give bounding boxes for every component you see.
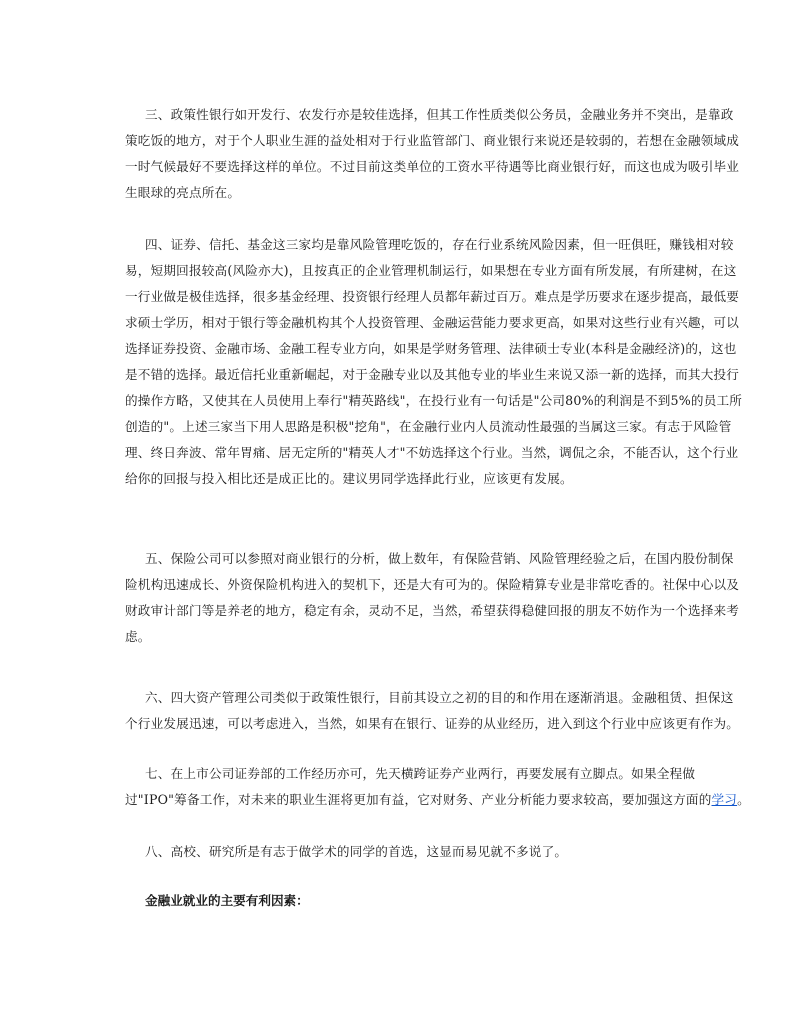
paragraph-line: 给你的回报与投入相比还是成正比的。建议男同学选择此行业，应该更有发展。 <box>125 471 573 486</box>
paragraph-line: 的操作方略，又使其在人员使用上奉行"精英路线"，在投行业有一句话是"公司80%的利润是不到5%的员工所 <box>125 393 743 408</box>
paragraph-line: 三、政策性银行如开发行、农发行亦是较佳选择，但其工作性质类似公务员，金融业务并不突出，是靠政 <box>145 107 734 122</box>
paragraph-policy-banks <box>125 102 740 206</box>
paragraph-line: 八、高校、研究所是有志于做学术的同学的首选，这显而易见就不多说了。 <box>145 844 568 859</box>
paragraph-listed-company-securities <box>125 761 750 813</box>
paragraph-line: 七、在上市公司证券部的工作经历亦可，先天横跨证券产业两行，再要发展有立脚点。如果全程做 <box>145 766 696 781</box>
paragraph-line: 四、证券、信托、基金这三家均是靠风险管理吃饭的，存在行业系统风险因素，但一旺俱旺，赚钱相对较 <box>145 237 734 252</box>
paragraph-insurance <box>125 546 740 650</box>
paragraph-universities-research <box>145 839 690 865</box>
paragraph-line: 易，短期回报较高(风险亦大)，且按真正的企业管理机制运行，如果想在专业方面有所发展，有所建树，在这 <box>125 263 737 278</box>
paragraph-line: 个行业发展迅速，可以考虑进入，当然，如果有在银行、证券的从业经历，进入到这个行业中应该更有作为。 <box>125 716 740 731</box>
paragraph-line: 生眼球的亮点所在。 <box>125 185 241 200</box>
section-heading: 金融业就业的主要有利因素： <box>145 893 309 908</box>
paragraph-line: 五、保险公司可以参照对商业银行的分析，做上数年，有保险营销、风险管理经验之后，在国内股份制保 <box>145 551 734 566</box>
paragraph-line-end: 。 <box>737 792 750 807</box>
paragraph-line: 一时气候最好不要选择这样的单位。不过目前这类单位的工资水平待遇等比商业银行好，而这也成为吸引毕业 <box>125 159 740 174</box>
paragraph-line: 策吃饭的地方，对于个人职业生涯的益处相对于行业监管部门、商业银行来说还是较弱的，若想在金融领域成 <box>125 133 740 148</box>
paragraph-line <box>125 787 750 813</box>
paragraph-line: 创造的"。上述三家当下用人思路是积极"挖角"，在金融行业内人员流动性最强的当属这三家。有志于风险管 <box>125 419 732 434</box>
paragraph-line: 一行业做是极佳选择，很多基金经理、投资银行经理人员都年薪过百万。难点是学历要求在逐步提高，最低要 <box>125 289 740 304</box>
paragraph-asset-management <box>125 685 740 737</box>
paragraph-securities-trust-funds <box>125 232 743 492</box>
paragraph-line: 求硕士学历，相对于银行等金融机构其个人投资管理、金融运营能力要求更高，如果对这些行业有兴趣，可以 <box>125 315 740 330</box>
paragraph-line: 是不错的选择。最近信托业重新崛起，对于金融专业以及其他专业的毕业生来说又添一新的选择，而其大投行 <box>125 367 740 382</box>
paragraph-line: 选择证券投资、金融市场、金融工程专业方向，如果是学财务管理、法律硕士专业(本科是金融经济)的，这也 <box>125 341 737 356</box>
paragraph-line: 理、终日奔波、常年胃痛、居无定所的"精英人才"不妨选择这个行业。当然，调侃之余，不能否认，这个行业 <box>125 445 739 460</box>
paragraph-line: 险机构迅速成长、外资保险机构进入的契机下，还是大有可为的。保险精算专业是非常吃香的。社保中心以及 <box>125 577 740 592</box>
paragraph-line: 财政审计部门等是养老的地方，稳定有余，灵动不足，当然，希望获得稳健回报的朋友不妨作为一个选择来考 <box>125 603 740 618</box>
study-link[interactable]: 学习 <box>711 792 738 807</box>
paragraph-line: 虑。 <box>125 629 151 644</box>
paragraph-line: 六、四大资产管理公司类似于政策性银行，目前其设立之初的目的和作用在逐渐消退。金融租赁、担保这 <box>145 690 734 705</box>
paragraph-line-text: 过"IPO"筹备工作，对未来的职业生涯将更加有益，它对财务、产业分析能力要求较高，要加强这方面的 <box>125 792 712 807</box>
